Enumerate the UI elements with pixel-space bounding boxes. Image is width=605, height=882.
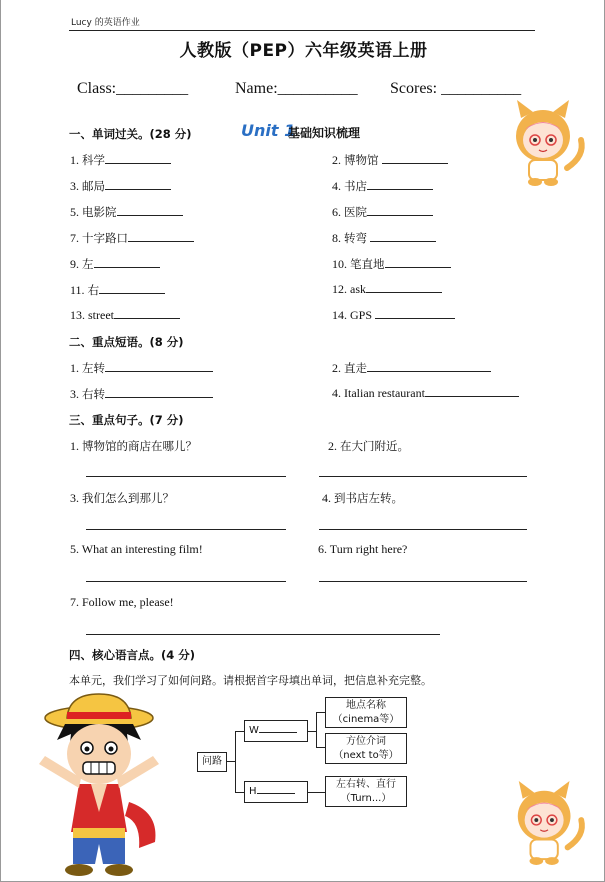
diagram-box-preposition: 方位介词 （next to等）	[325, 733, 407, 764]
answer-blank[interactable]	[370, 232, 436, 242]
connector	[316, 747, 325, 748]
answer-blank[interactable]	[366, 283, 442, 293]
word-item: 9. 左	[70, 256, 160, 272]
diagram-h-box[interactable]: H	[244, 781, 308, 803]
connector	[235, 731, 244, 732]
phrase-item: 1. 左转	[70, 360, 213, 376]
word-item: 10. 笔直地	[332, 256, 451, 272]
word-item: 1. 科学	[70, 152, 171, 168]
unit-badge: Unit 1	[241, 121, 296, 140]
word-item: 7. 十字路口	[70, 230, 194, 246]
diagram-box-turn: 左右转、直行 （Turn...）	[325, 776, 407, 807]
class-field[interactable]: Class:_________	[77, 80, 189, 97]
name-field[interactable]: Name:__________	[235, 80, 358, 97]
word-item: 3. 邮局	[70, 178, 171, 194]
sentence-item: 3. 我们怎么到那儿？	[70, 491, 174, 505]
connector	[316, 712, 325, 713]
connector	[308, 731, 316, 732]
answer-blank[interactable]	[385, 258, 451, 268]
word-item: 12. ask	[332, 282, 442, 297]
word-item: 11. 右	[70, 282, 165, 298]
phrase-item: 4. Italian restaurant	[332, 386, 519, 401]
sentence-item: 7. Follow me, please!	[70, 595, 174, 609]
pirate-boy-illustration	[29, 692, 169, 878]
section4-intro: 本单元，我们学习了如何问路。请根据首字母填出单词，把信息补充完整。	[69, 674, 432, 687]
answer-line[interactable]	[319, 529, 527, 530]
connector	[308, 792, 325, 793]
word-item: 4. 书店	[332, 178, 433, 194]
word-item: 5. 电影院	[70, 204, 183, 220]
answer-blank[interactable]	[425, 387, 519, 397]
answer-line[interactable]	[319, 581, 527, 582]
answer-blank[interactable]	[259, 725, 297, 733]
phrase-item: 2. 直走	[332, 360, 491, 376]
diagram-box-place: 地点名称 （cinema等）	[325, 697, 407, 728]
section2-heading: 二、重点短语。(8 分)	[69, 335, 184, 349]
connector	[316, 712, 317, 748]
word-item: 6. 医院	[332, 204, 433, 220]
worksheet-title: 人教版（PEP）六年级英语上册	[179, 41, 428, 61]
section1-heading: 一、单词过关。(28 分)	[69, 127, 192, 141]
answer-blank[interactable]	[367, 180, 433, 190]
sentence-item: 1. 博物馆的商店在哪儿？	[70, 439, 197, 453]
sentence-item: 5. What an interesting film!	[70, 542, 203, 556]
word-item: 2. 博物馆	[332, 152, 448, 168]
answer-blank[interactable]	[117, 206, 183, 216]
answer-blank[interactable]	[105, 362, 213, 372]
answer-line[interactable]	[319, 476, 527, 477]
scores-field[interactable]: Scores: __________	[390, 80, 522, 97]
answer-blank[interactable]	[375, 309, 455, 319]
answer-line[interactable]	[86, 529, 286, 530]
answer-blank[interactable]	[114, 309, 180, 319]
diagram-root: 问路	[197, 752, 227, 772]
answer-blank[interactable]	[382, 154, 448, 164]
answer-line[interactable]	[86, 634, 440, 635]
sentence-item: 4. 到书店左转。	[322, 491, 403, 505]
answer-blank[interactable]	[367, 362, 491, 372]
answer-blank[interactable]	[94, 258, 160, 268]
connector	[235, 792, 244, 793]
word-item: 8. 转弯	[332, 230, 436, 246]
sentence-item: 6. Turn right here?	[318, 542, 408, 556]
unit-subtitle: 基础知识梳理	[288, 126, 361, 140]
section3-heading: 三、重点句子。(7 分)	[69, 413, 184, 427]
cat-mascot-illustration	[507, 96, 591, 188]
answer-blank[interactable]	[257, 786, 295, 794]
sentence-item: 2. 在大门附近。	[328, 439, 409, 453]
header-brand: Lucy 的英语作业	[71, 18, 140, 28]
header-rule	[69, 30, 535, 31]
word-item: 14. GPS	[332, 308, 455, 323]
answer-line[interactable]	[86, 476, 286, 477]
phrase-item: 3. 右转	[70, 386, 213, 402]
word-item: 13. street	[70, 308, 180, 323]
answer-blank[interactable]	[105, 180, 171, 190]
answer-blank[interactable]	[105, 154, 171, 164]
section4-heading: 四、核心语言点。(4 分)	[69, 648, 196, 662]
connector	[227, 761, 235, 762]
cat-mascot-illustration	[509, 776, 591, 868]
connector	[235, 731, 236, 793]
answer-blank[interactable]	[99, 284, 165, 294]
answer-blank[interactable]	[367, 206, 433, 216]
answer-blank[interactable]	[105, 388, 213, 398]
answer-blank[interactable]	[128, 232, 194, 242]
diagram-w-box[interactable]: W	[244, 720, 308, 742]
answer-line[interactable]	[86, 581, 286, 582]
